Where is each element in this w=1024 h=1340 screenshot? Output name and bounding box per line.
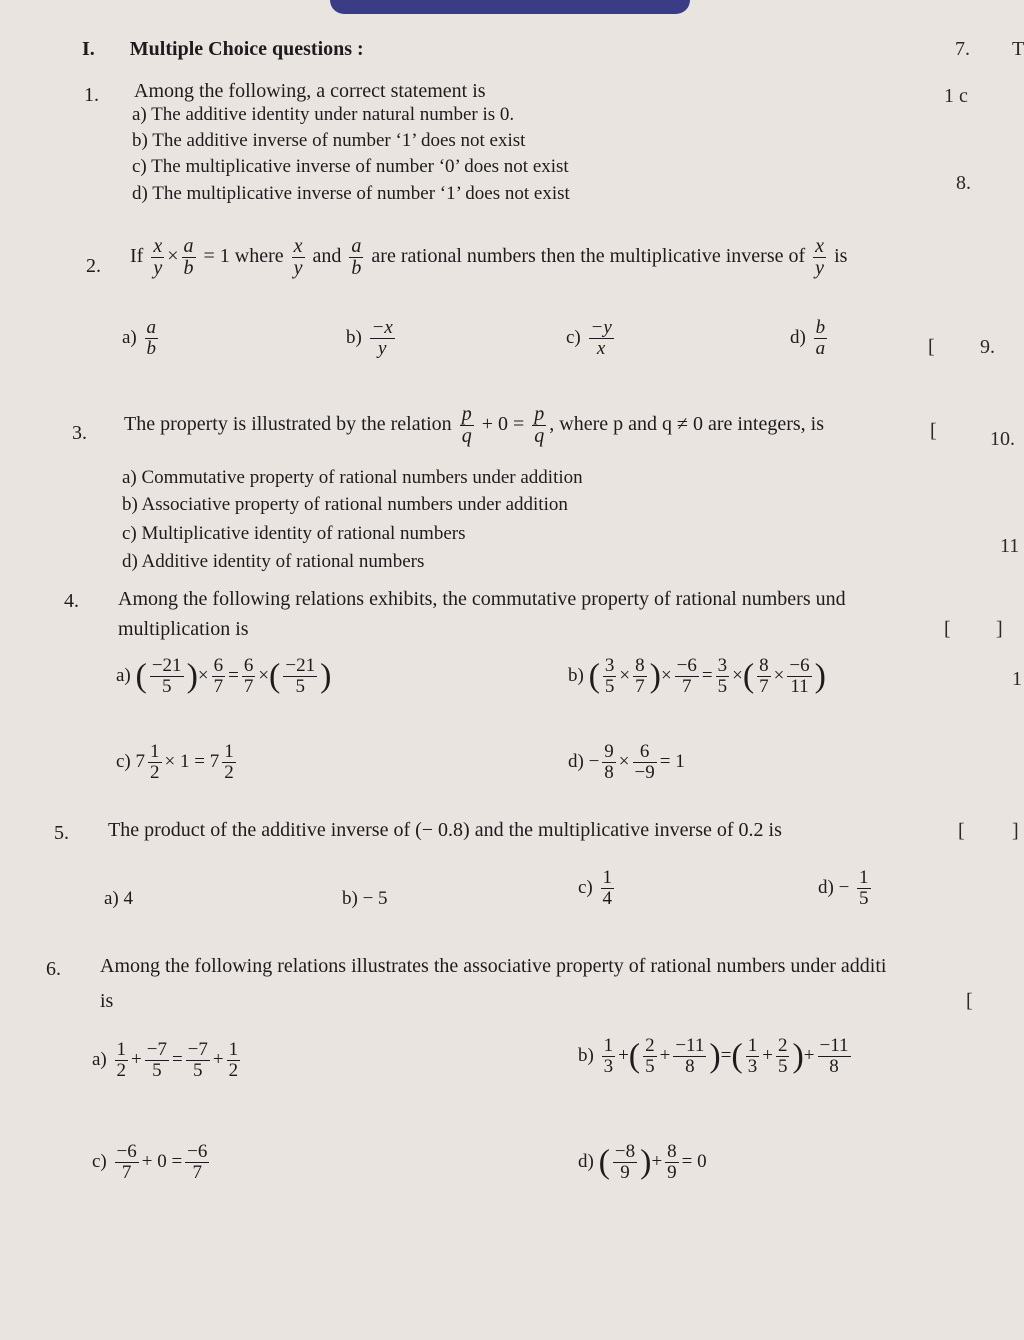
q3-option-c[interactable]: c) Multiplicative identity of rational numbers xyxy=(122,523,466,544)
q3-option-d[interactable]: d) Additive identity of rational numbers xyxy=(122,551,425,572)
q6-number: 6. xyxy=(46,958,61,980)
margin-letter-t: T xyxy=(1012,38,1024,60)
q4-text-line2: multiplication is xyxy=(118,618,249,640)
q2-if: If xyxy=(130,245,144,268)
q4-option-d[interactable]: d) − $\frac{9}{8}$ × $\frac{6}{-9}$ = 1 xyxy=(568,741,685,783)
section-roman: I. xyxy=(82,38,95,60)
q1-text: Among the following, a correct statement is xyxy=(134,80,486,102)
answer-bracket-q2[interactable]: [ xyxy=(928,336,935,358)
q5-text: The product of the additive inverse of (− 0.8) and the multiplicative inverse of 0.2 is xyxy=(108,819,782,841)
q4-option-b[interactable]: b) ( $\frac{3}{5}$ × $\frac{8}{7}$ )× $\frac{-6}{7}$ = $\frac{3}{5}$ ×( $\frac{8}{7}$ × $\frac{-6}{11}$ ) xyxy=(568,655,826,697)
q3-question: The property is illustrated by the relation $\frac{p}{q}$ + 0 = $\frac{p}{q}$ , where p and q ≠ 0 are integers, is xyxy=(124,403,825,447)
q5-number: 5. xyxy=(54,822,69,844)
q2-option-a[interactable]: a) $\frac{a}{b}$ xyxy=(122,317,157,359)
answer-bracket-q6[interactable]: [ xyxy=(966,990,973,1012)
q5-option-d[interactable]: d) − $\frac{1}{5}$ xyxy=(818,867,869,909)
q4-number: 4. xyxy=(64,590,79,612)
q3-number: 3. xyxy=(72,422,87,444)
q5-option-c[interactable]: c) $\frac{1}{4}$ xyxy=(578,867,613,909)
q2-question: If $\frac{x}{y}$ × $\frac{a}{b}$ = 1 where $\frac{x}{y}$ and $\frac{a}{b}$ are rational numbers then the multiplicative inverse of $\frac{x}{y}$ is xyxy=(130,235,848,279)
q5-option-a[interactable]: a) 4 xyxy=(104,888,134,909)
q1-option-a[interactable]: a) The additive identity under natural number is 0. xyxy=(132,104,515,125)
q1-option-d[interactable]: d) The multiplicative inverse of number ‘1’ does not exist xyxy=(132,183,570,204)
q2-option-d[interactable]: d) $\frac{b}{a}$ xyxy=(790,317,826,359)
section-title: Multiple Choice questions : xyxy=(129,38,364,60)
answer-bracket-q5-close: ] xyxy=(1012,820,1019,842)
q6-option-d[interactable]: d) ( $\frac{-8}{9}$ )+ $\frac{8}{9}$ = 0 xyxy=(578,1141,707,1183)
q1-option-c[interactable]: c) The multiplicative inverse of number ‘0’ does not exist xyxy=(132,156,569,177)
margin-number-11: 11 xyxy=(1000,535,1020,557)
margin-number-10: 10. xyxy=(990,428,1015,450)
q4-text-line1: Among the following relations exhibits, the commutative property of rational numbers und xyxy=(118,588,846,610)
q6-option-c[interactable]: c) $\frac{-6}{7}$ + 0 = $\frac{-6}{7}$ xyxy=(92,1141,208,1183)
margin-number-8: 8. xyxy=(956,172,971,194)
q4-option-a[interactable]: a) ( $\frac{-21}{5}$ )× $\frac{6}{7}$ = $\frac{6}{7}$ ×( $\frac{-21}{5}$ ) xyxy=(116,655,332,697)
top-banner-strip xyxy=(330,0,690,14)
q2-option-b[interactable]: b) $\frac{-x}{y}$ xyxy=(346,317,393,359)
q3-option-a[interactable]: a) Commutative property of rational numbers under addition xyxy=(122,467,583,488)
answer-bracket-q3[interactable]: [ xyxy=(930,420,937,442)
margin-number-7: 7. xyxy=(955,38,970,60)
q1-number: 1. xyxy=(84,84,99,106)
answer-bracket-q4-open[interactable]: [ xyxy=(944,618,951,640)
answer-bracket-q5-open[interactable]: [ xyxy=(958,820,965,842)
q6-option-a[interactable]: a) $\frac{1}{2}$ + $\frac{-7}{5}$ = $\frac{-7}{5}$ + $\frac{1}{2}$ xyxy=(92,1039,239,1081)
margin-number-1: 1 xyxy=(1012,668,1022,690)
q6-option-b[interactable]: b) $\frac{1}{3}$ +( $\frac{2}{5}$ + $\frac{-11}{8}$ )=( $\frac{1}{3}$ + $\frac{2}{5}$ )+ $\frac{-11}{8}$ xyxy=(578,1035,849,1077)
q5-option-b[interactable]: b) − 5 xyxy=(342,888,388,909)
q6-text-line2: is xyxy=(100,990,114,1012)
section-heading xyxy=(82,38,364,61)
q4-option-c[interactable]: c) 7 $\frac{1}{2}$ × 1 = 7 $\frac{1}{2}$ xyxy=(116,741,234,783)
margin-handwritten-1c: 1 c xyxy=(944,85,968,107)
q1-option-b[interactable]: b) The additive inverse of number ‘1’ does not exist xyxy=(132,130,526,151)
q3-option-b[interactable]: b) Associative property of rational numbers under addition xyxy=(122,494,568,515)
margin-number-9: 9. xyxy=(980,336,995,358)
q6-text-line1: Among the following relations illustrates the associative property of rational numbers under additi xyxy=(100,955,887,977)
answer-bracket-q4-close: ] xyxy=(996,618,1003,640)
q2-option-c[interactable]: c) $\frac{-y}{x}$ xyxy=(566,317,612,359)
q2-number: 2. xyxy=(86,255,101,277)
